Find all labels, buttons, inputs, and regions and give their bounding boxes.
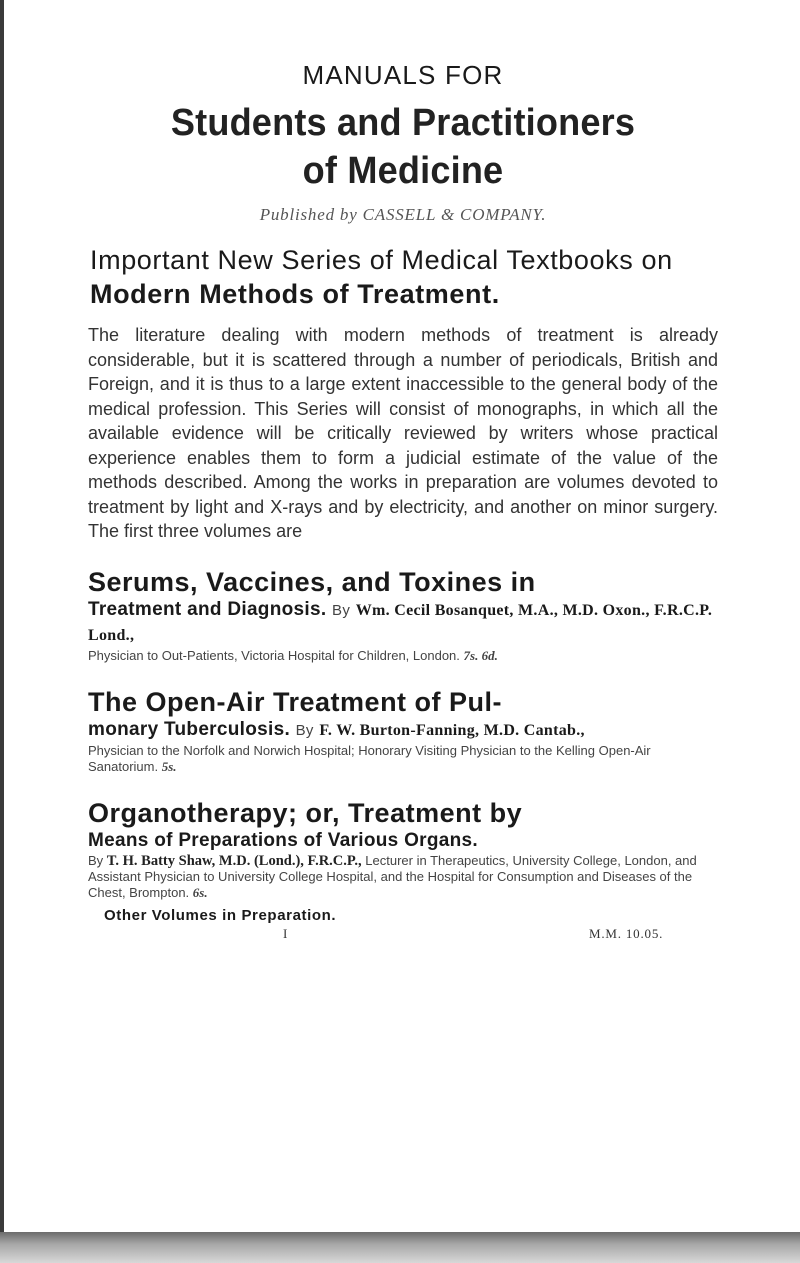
book-author: T. H. Batty Shaw, M.D. (Lond.), F.R.C.P., <box>106 852 362 869</box>
book-author-description: Physician to Out-Patients, Victoria Hospital for Children, London. <box>88 647 460 663</box>
book-subtitle: monary Tuberculosis. <box>88 718 291 740</box>
book-description-line <box>88 743 718 775</box>
book-description-line <box>88 853 718 901</box>
book-subtitle: Means of Preparations of Various Organs. <box>88 829 478 851</box>
page-header <box>88 60 718 225</box>
book-by: By <box>332 601 351 619</box>
page-number: I <box>283 925 288 941</box>
book-entry <box>88 686 718 775</box>
book-subtitle-line <box>88 598 718 648</box>
other-volumes-note: Other Volumes in Preparation. <box>104 906 337 924</box>
book-subtitle: Treatment and Diagnosis. <box>88 598 327 620</box>
series-description: The literature dealing with modern methods of treatment is already considerable, but it is scattered through a number of periodicals, British and Foreign, and it is thus to a large extent inaccessible to the general body of the medical profession. This Series will consist of monographs, in which all the available evidence will be critically reviewed by writers whose practical experience enables them to form a judicial estimate of the value of the methods described. Among the works in preparation are volumes devoted to treatment by light and X-rays and by electricity, and another on minor surgery. The first three volumes are <box>88 325 718 541</box>
book-subtitle-line <box>88 718 718 743</box>
scan-border-bottom <box>0 1232 800 1263</box>
book-author-description: Physician to the Norfolk and Norwich Hospital; Honorary Visiting Physician to the Kelling Open-Air Sanatorium. <box>88 742 651 774</box>
publisher-line: Published by CASSELL & COMPANY. <box>259 205 547 224</box>
book-title: Organotherapy; or, Treatment by <box>88 797 523 828</box>
book-price: 6s. <box>192 884 208 900</box>
scan-border-left <box>0 0 4 1233</box>
book-author-description: Lecturer in Therapeutics, University College, London, and Assistant Physician to University College Hospital, and the Hospital for Consumption and Diseases of the Chest, Brompton. <box>88 852 697 900</box>
page-footer <box>88 924 718 942</box>
book-description-line <box>88 648 718 664</box>
print-code: M.M. 10.05. <box>589 925 664 941</box>
book-by: By <box>88 852 104 868</box>
book-author: F. W. Burton-Fanning, M.D. Cantab., <box>319 721 585 739</box>
book-by: By <box>295 721 314 739</box>
series-heading-part-1: Important New Series of <box>90 245 394 275</box>
book-price: 5s. <box>161 758 177 774</box>
super-title: MANUALS FOR <box>302 60 504 90</box>
series-heading-part-2: Medical Textbooks on <box>401 245 673 275</box>
series-heading <box>90 243 718 311</box>
advertisement-page <box>88 60 718 942</box>
book-title: The Open-Air Treatment of Pul- <box>88 686 503 717</box>
main-title-line-2: of Medicine <box>302 150 504 192</box>
book-author: Wm. Cecil Bosanquet, M.A., M.D. Oxon., F.R.C.P. Lond., <box>88 601 713 644</box>
series-heading-part-3: Modern Methods of Treatment. <box>90 279 500 309</box>
book-title: Serums, Vaccines, and Toxines in <box>88 566 536 597</box>
main-title-line-1: Students and Practitioners <box>170 102 636 144</box>
book-subtitle-line <box>88 829 718 853</box>
book-entry <box>88 797 718 901</box>
book-entry <box>88 566 718 664</box>
book-price: 7s. 6d. <box>463 647 498 663</box>
